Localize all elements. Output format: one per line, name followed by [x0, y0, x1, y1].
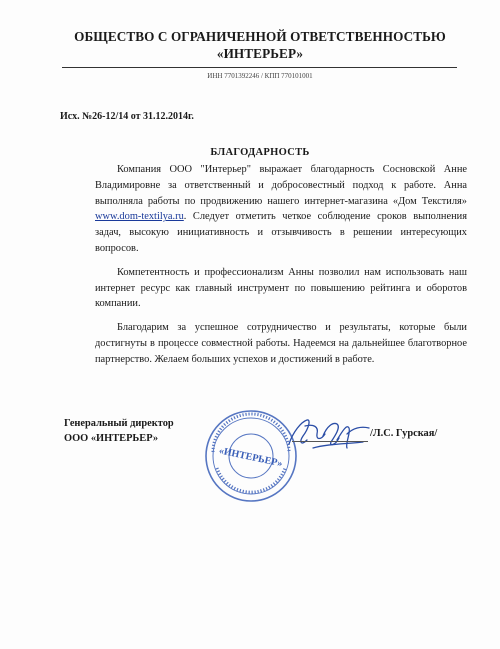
stamp-center-text: «ИНТЕРЬЕР» — [217, 445, 284, 470]
outgoing-reference: Исх. №26-12/14 от 31.12.2014г. — [60, 111, 194, 122]
inn-kpp: ИНН 7701392246 / КПП 770101001 — [207, 72, 313, 80]
paragraph-1-part-a: Компания ООО "Интерьер" выражает благодарность Сосновской Анне Владимировне за ответственный и добросовестный подход к работе. Анна выполняла работы по продвижению нашего интернет-магазина «Дом Текстиля» — [95, 164, 467, 207]
letterhead-divider — [62, 67, 457, 68]
organization-name-line1: ОБЩЕСТВО С ОГРАНИЧЕННОЙ ОТВЕТСТВЕННОСТЬЮ — [74, 29, 446, 44]
signatory-name: /Л.С. Гурская/ — [370, 428, 438, 439]
handwritten-signature — [283, 414, 375, 454]
signatory-title-line2: ООО «ИНТЕРЬЕР» — [64, 433, 159, 444]
organization-name — [40, 28, 480, 62]
letter-body — [95, 162, 467, 368]
paragraph-2: Компетентность и профессионализм Анны позволил нам использовать наш интернет ресурс как главный инструмент по повышению рейтинга и оборотов компании. — [95, 266, 467, 310]
organization-name-line2: «ИНТЕРЬЕР» — [216, 46, 304, 61]
signatory-title — [64, 416, 174, 446]
signature-line — [292, 441, 368, 442]
signatory-title-line1: Генеральный директор — [64, 418, 174, 429]
paragraph-1 — [95, 162, 467, 257]
paragraph-3: Благодарим за успешное сотрудничество и результаты, которые были достигнуты в процессе совместной работы. Надеемся на дальнейшее благотворное партнерство. Желаем больших успехов и достижений в работе. — [95, 322, 467, 365]
paragraph-1-part-b: . Следует отметить четкое соблюдение сроков выполнения задач, высокую инициативность и отзывчивость в решении интересующих вопросов. — [95, 211, 467, 254]
website-link[interactable]: www.dom-textilya.ru — [95, 211, 184, 223]
letter-heading: БЛАГОДАРНОСТЬ — [210, 147, 310, 158]
